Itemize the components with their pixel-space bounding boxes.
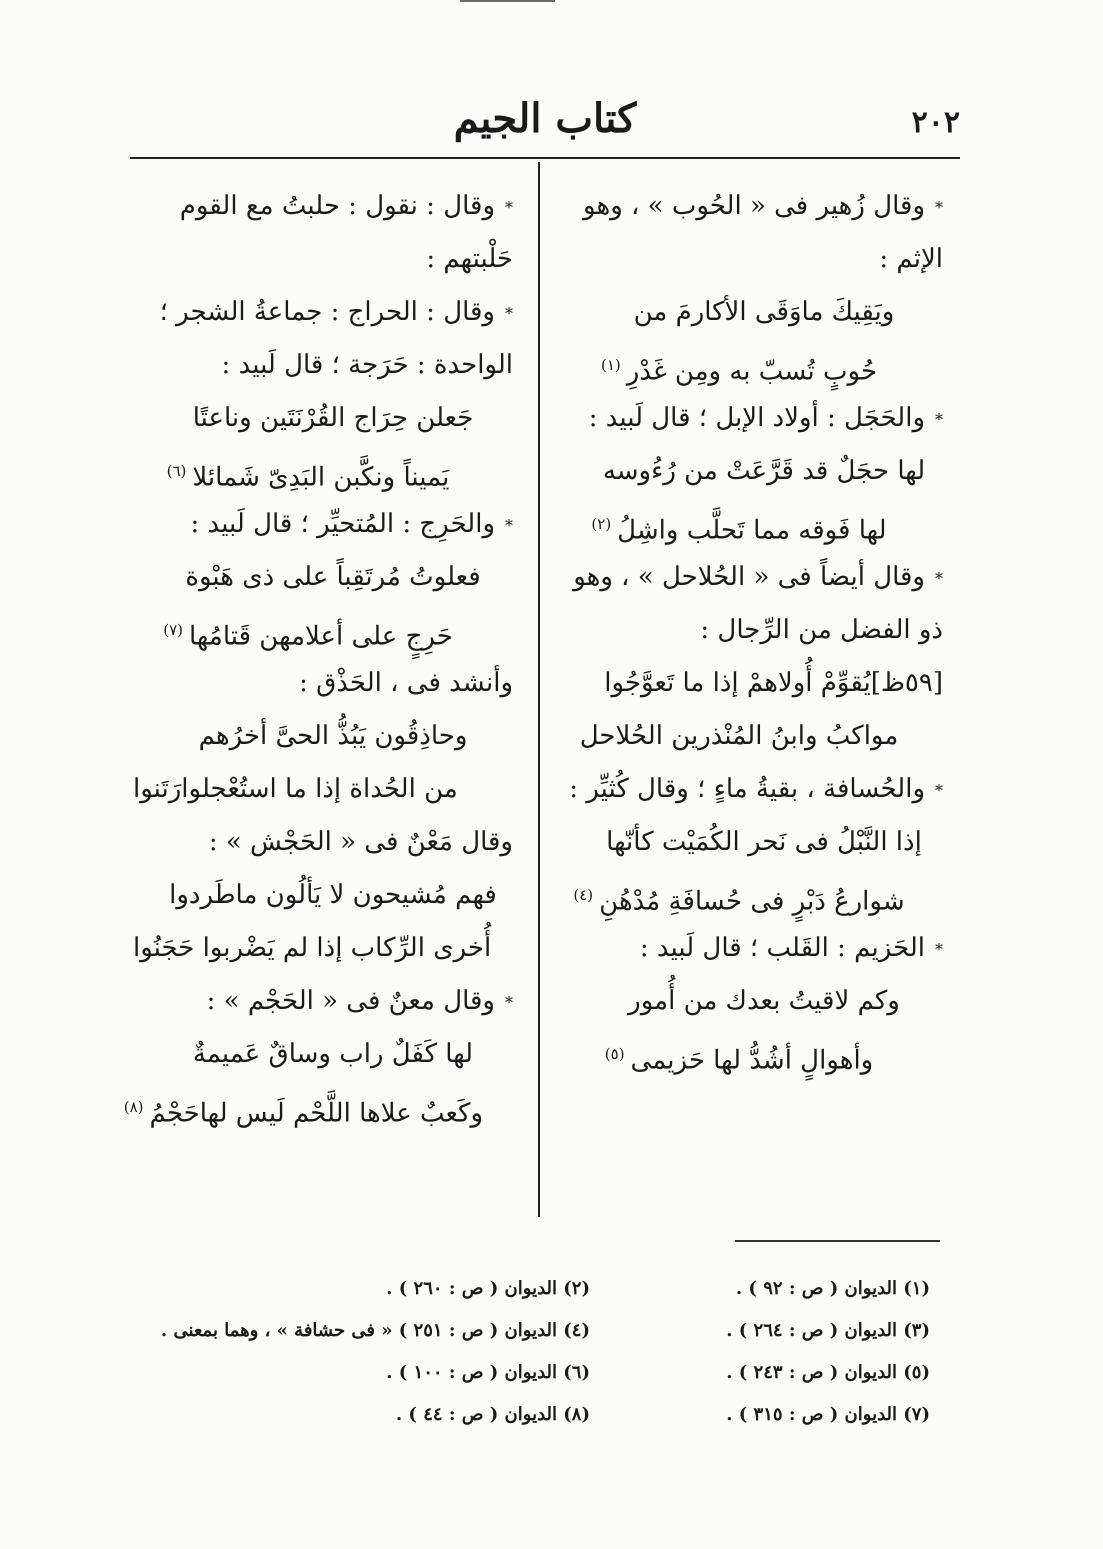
footnote-reference: (٧) [163,621,183,639]
running-title: كتاب الجيم [453,95,637,142]
footnote-reference: (٥) [604,1045,625,1063]
line-text: وقال : نقول : حلبتُ مع القوم [179,191,495,221]
entry-star-icon: * [505,303,513,323]
entry-star-icon: * [935,939,943,959]
entry-line [565,763,943,816]
footnote: (٣) الديوان ( ص : ٢٦٤ ) . [726,1320,930,1341]
line-text: وقال أيضاً فى « الحُلاحل » ، وهو [573,562,925,592]
footnote: (١) الديوان ( ص : ٩٢ ) . [735,1278,930,1299]
footnote: (٦) الديوان ( ص : ١٠٠ ) . [386,1362,590,1383]
entry-line [565,392,943,445]
line-text: والحَرِج : المُتحيِّر ؛ قال لَبيد : [190,509,495,539]
entry-star-icon: * [505,992,513,1012]
verse-second-hemistich [133,604,513,657]
left-text-column [123,180,513,1134]
verse-second-hemistich [565,1028,943,1081]
line-text: جَعلن حِرَاج القُرْنَتَين وناعتًا [192,403,474,433]
verse-line [133,922,513,975]
line-text: وقال زُهير فى « الحُوب » ، وهو [583,191,925,221]
text-line [565,657,943,710]
footnotes-right-column [670,1268,930,1436]
line-text: وقال معنٌ فى « الحَجْم » : [206,986,495,1016]
footnote-reference: (٤) [573,886,594,904]
text-line [565,604,943,657]
top-edge-mark [460,0,555,2]
footnote: (٨) الديوان ( ص : ٤٤ ) . [395,1404,590,1425]
footnotes-left-column [120,1268,590,1436]
verse-second-hemistich [565,869,943,922]
verse-second-hemistich [565,498,943,551]
line-text: من الحُداة إذا ما استُعْجلوارَتَنوا [133,774,458,804]
line-text: أُخرى الرِّكاب إذا لم يَضْربوا حَجَنُوا [133,933,492,963]
line-text: [٥٩ظ]يُقوِّمْ أُولاهمْ إذا ما تَعوَّجُوا [604,668,943,698]
line-text: شوارعُ دَبْرٍ فى حُسافَةِ مُدْهُنِ [599,886,905,917]
line-text: وحاذِقُون يَبُذُّ الحىَّ أخرُهم [198,721,468,751]
line-text: وقال مَعْنٌ فى « الحَجْش » : [208,827,513,857]
verse-first-hemistich [565,286,943,339]
line-text: وأنشد فى ، الحَذْق : [299,668,513,698]
line-text: الإثم : [879,244,943,274]
line-text: وكَعبٌ علاها اللَّحْم لَيس لهاحَجْمُ [149,1098,483,1129]
verse-first-hemistich [565,975,943,1028]
text-line [133,657,513,710]
line-text: ذو الفضل من الرِّجال : [700,615,943,645]
column-divider [538,162,540,1217]
text-line [133,816,513,869]
line-text: وقال : الحراج : جماعةُ الشجر ؛ [159,297,495,327]
verse-first-hemistich [133,392,513,445]
verse-second-hemistich [123,1081,513,1134]
line-text: وكم لاقيتُ بعدك من أُمور [628,986,900,1016]
entry-line [565,922,943,975]
entry-line [133,975,513,1028]
line-text: إذا النَّبْلُ فى نَحر الكُمَيْت كأنّها [606,827,922,857]
line-text: وأهوالٍ أشُدُّ لها حَزيمى [630,1045,874,1076]
verse-first-hemistich [133,551,513,604]
verse-second-hemistich [565,339,943,392]
verse-second-hemistich [565,710,943,763]
footnote: (٧) الديوان ( ص : ٣١٥ ) . [726,1404,930,1425]
line-text: الواحدة : حَرَجة ؛ قال لَبيد : [221,350,513,380]
entry-line [133,498,513,551]
footnote: (٤) الديوان ( ص : ٢٥١ ) « فى حشافة » ، وهما بمعنى . [160,1320,590,1341]
text-line [133,233,513,286]
footnote: (٥) الديوان ( ص : ٢٤٣ ) . [726,1362,930,1383]
text-line [565,233,943,286]
entry-star-icon: * [505,197,513,217]
line-text: ويَقِيكَ ماوَقَى الأكارمَ من [633,297,895,327]
header-rule [130,157,960,159]
verse-first-hemistich [565,816,943,869]
footnote-rule [735,1240,940,1242]
page-header [130,95,960,155]
entry-line [565,551,943,604]
line-text: لها حجَلٌ قد قَرَّعَتْ من رُءُوسه [602,456,926,486]
footnote-reference: (٦) [166,462,187,480]
verse-first-hemistich [133,869,513,922]
line-text: لها كَفَلٌ راب وساقٌ عَميمةٌ [192,1039,474,1069]
line-text: فهم مُشيحون لا يَألُون ماطَردوا [169,880,497,910]
line-text: حُوبٍ تُسبّ به ومِن غَدْرِ [626,356,878,387]
verse-first-hemistich [565,445,943,498]
text-line [133,339,513,392]
entry-star-icon: * [935,780,943,800]
line-text: والحَجَل : أولاد الإبل ؛ قال لَبيد : [588,403,925,433]
line-text: حَرِجٍ على أعلامهن قَتامُها [189,621,453,652]
line-text: لها فَوقه مما تَحلَّب واشِلُ [617,515,887,546]
line-text: الحَزيم : القَلب ؛ قال لَبيد : [639,933,925,963]
page-number: ٢٠٢ [911,105,960,140]
entry-star-icon: * [935,568,943,588]
verse-first-hemistich [133,1028,513,1081]
verse-second-hemistich [133,445,513,498]
footnote-reference: (٢) [591,515,612,533]
footnote-reference: (١) [600,356,621,374]
footnote: (٢) الديوان ( ص : ٢٦٠ ) . [386,1278,590,1299]
entry-star-icon: * [935,197,943,217]
verse-first-hemistich [133,710,513,763]
entry-star-icon: * [505,515,513,535]
verse-line [133,763,513,816]
line-text: فعلوتُ مُرتَقِباً على ذى هَبْوة [185,562,481,592]
line-text: حَلْبتهم : [426,244,513,274]
entry-line [565,180,943,233]
right-text-column [565,180,943,1081]
line-text: مواكبُ وابنُ المُنْذرين الحُلاحل [579,721,899,751]
line-text: يَميناً ونكَّبن البَدِىّ شَمائلا [192,462,450,493]
entry-line [133,286,513,339]
footnote-reference: (٨) [123,1098,144,1116]
line-text: والحُسافة ، بقيةُ ماءٍ ؛ وقال كُثيِّر : [569,774,925,804]
entry-line [133,180,513,233]
entry-star-icon: * [935,409,943,429]
